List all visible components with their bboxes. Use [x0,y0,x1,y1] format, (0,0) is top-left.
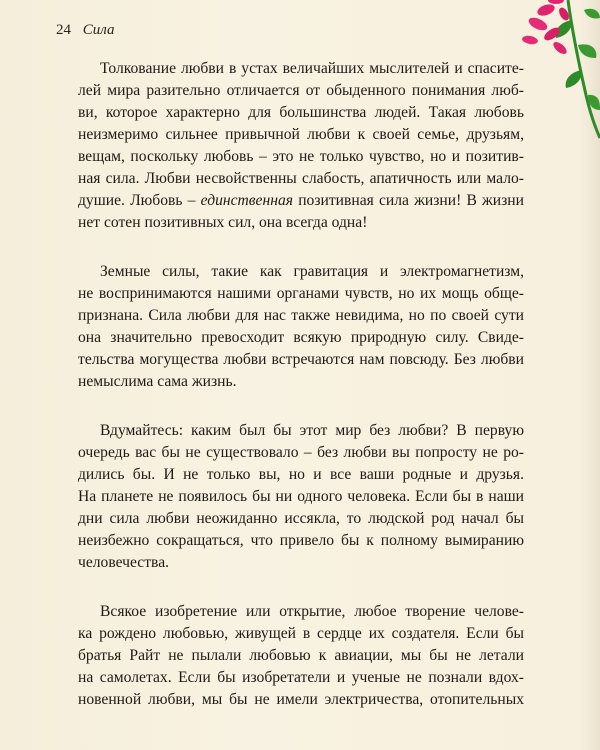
text-line: дни сила любви неожиданно иссякла, то людской род начал бы [78,510,524,527]
text-line: Толкование любви в устах величайших мыслителей и спасите- [100,60,524,77]
text-line: ка рождено любовью, живущей в сердце их создателя. Если бы [78,625,524,642]
text-line: Вдумайтесь: каким был бы этот мир без любви? В первую [100,422,524,439]
text-line: она значительно превосходит всякую природную силу. Свиде- [78,329,524,346]
text-line: Земные силы, такие как гравитация и электромагнетизм, [100,263,524,280]
text-line: неизмеримо сильнее привычной любви к своей семье, друзьям, [78,126,524,143]
text-line: человечества. [78,554,170,571]
text-line: признана. Сила любви для нас также невидима, но по своей сути [78,307,524,324]
text-line: новенной любви, мы бы не имели электричества, отопительных [78,691,524,708]
text-segment: душие. Любовь – [78,192,201,209]
body-text [78,58,524,738]
emphasized-word: единственная [200,192,294,209]
text-line: не воспринимаются нашими органами чувств, но их мощь обще- [78,285,524,302]
text-line: братья Райт не пылали любовью к авиации, мы бы не летали [78,647,524,664]
text-line: ная сила. Любви несвойственны слабость, апатичность или мало- [78,170,524,187]
text-line: вещам, поскольку любовь – это не только чувство, но и позитив- [78,148,524,165]
text-line: нет сотен позитивных сил, она всегда одна! [78,214,368,231]
text-line: дились бы. И не только вы, но и все ваши родные и друзья. [78,466,524,483]
text-line: Всякое изобретение или открытие, любое творение челове- [100,603,524,620]
section-title: Сила [82,22,115,38]
text-line: На планете не появилось бы ни одного человека. Если бы в наши [78,488,524,505]
paragraph-3 [78,420,524,574]
paragraph-1 [78,58,524,234]
text-line: на самолетах. Если бы изобретатели и ученые не познали вдох- [78,669,524,686]
text-line: немыслима сама жизнь. [78,373,237,390]
page-number: 24 [56,22,71,38]
text-line: лей мира разительно отличается от обыденного понимания люб- [78,82,524,99]
running-header [56,22,114,39]
paragraph-2 [78,261,524,393]
paragraph-4 [78,601,524,711]
text-segment: позитивная сила жизни! В жизни [293,192,524,209]
text-line [78,190,524,212]
text-line: тельства могущества любви встречаются нам повсюду. Без любви [78,351,524,368]
text-line: ви, которое характерно для большинства людей. Такая любовь [78,104,524,121]
text-line: неизбежно сокращаться, что привело бы к полному вымиранию [78,532,524,549]
text-line: очередь вас бы не существовало – без любви вы попросту не ро- [78,444,524,461]
